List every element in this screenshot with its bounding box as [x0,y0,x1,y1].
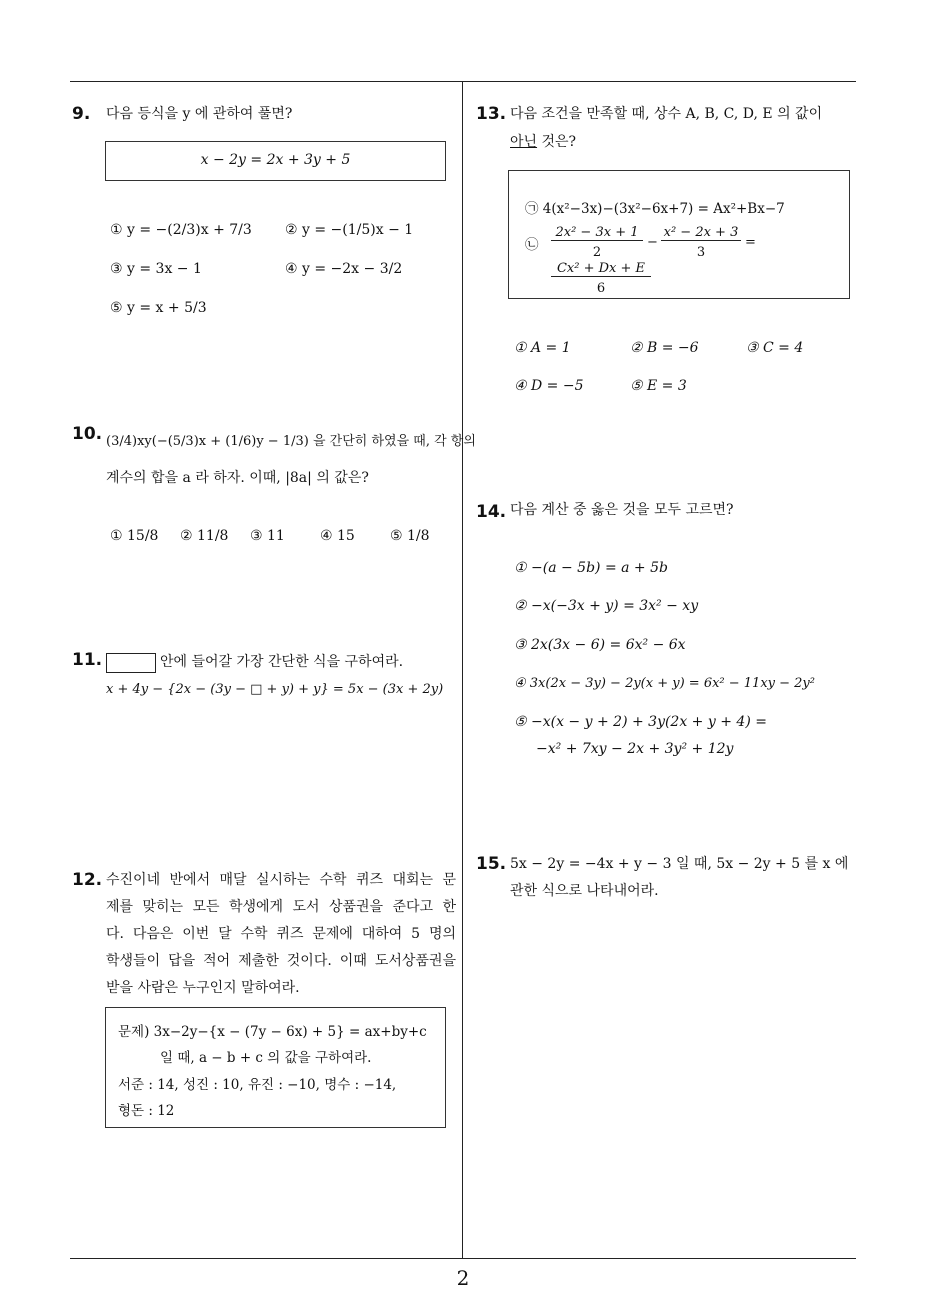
bottom-rule [70,1258,856,1259]
q12-line-1: 수진이네 반에서 매달 실시하는 수학 퀴즈 대회는 문 [106,872,456,888]
column-divider [462,82,463,1258]
q10-choice-4[interactable]: ④ 15 [320,528,355,544]
q12-number: 12. [72,870,103,890]
q13-frac3-num: Cx² + Dx + E [551,261,651,277]
q13-conditions-box [508,170,850,299]
q13-frac1-num: 2x² − 3x + 1 [551,225,643,241]
q9-choice-5[interactable]: ⑤ y = x + 5/3 [110,300,207,316]
q13-frac3-den: 6 [596,281,606,296]
q15-number: 15. [476,854,507,874]
q11-line2: x + 4y − {2x − (3y − □ + y) + y} = 5x − (3x + 2y) [106,682,444,697]
q9-number: 9. [72,104,91,124]
q9-text: 다음 등식을 y 에 관하여 풀면? [106,106,293,122]
q11-line1: 안에 들어갈 가장 간단한 식을 구하여라. [160,654,404,670]
q10-choice-3[interactable]: ③ 11 [250,528,285,544]
q12-line-4: 학생들이 답을 적어 제출한 것이다. 이때 도서상품권을 [106,953,456,969]
q12-box-line-1: 문제) 3x−2y−{x − (7y − 6x) + 5} = ax+by+c [118,1024,427,1040]
q12-box-line-3: 서준 : 14, 성진 : 10, 유진 : −10, 명수 : −14, [118,1077,397,1093]
q13-equals-sign: = [745,235,756,250]
q9-equation: x − 2y = 2x + 3y + 5 [200,152,351,168]
q13-number: 13. [476,104,507,124]
q14-number: 14. [476,502,507,522]
q13-frac2-num: x² − 2x + 3 [661,225,741,241]
q9-choice-2[interactable]: ② y = −(1/5)x − 1 [285,222,414,238]
q13-choice-5[interactable]: ⑤ E = 3 [630,378,687,394]
q14-choice-1[interactable]: ① −(a − 5b) = a + 5b [514,560,668,576]
q12-box-line-4: 형돈 : 12 [118,1103,175,1119]
q14-choice-5-continued: −x² + 7xy − 2x + 3y² + 12y [536,741,734,757]
q12-line-2: 제를 맞히는 모든 학생에게 도서 상품권을 준다고 한 [106,899,456,915]
q13-choice-3[interactable]: ③ C = 4 [746,340,804,356]
q13-line2 [510,128,576,156]
q13-underlined-word: 아닌 [510,134,538,150]
q12-line-3: 다. 다음은 이번 달 수학 퀴즈 문제에 대하여 5 명의 [106,926,456,942]
q11-answer-blank[interactable] [106,653,156,673]
q10-choice-1[interactable]: ① 15/8 [110,528,159,544]
q10-choice-2[interactable]: ② 11/8 [180,528,229,544]
q13-line2-rest: 것은? [537,134,577,150]
q10-line2: 계수의 합을 a 라 하자. 이때, |8a| 의 값은? [106,470,369,486]
q11-number: 11. [72,650,103,670]
q10-line1: (3/4)xy(−(5/3)x + (1/6)y − 1/3) 을 간단히 하였을 때, 각 항의 [106,434,476,449]
q12-problem-box [105,1007,446,1128]
q14-choice-4[interactable]: ④ 3x(2x − 3y) − 2y(x + y) = 6x² − 11xy − 2y² [514,676,815,691]
q14-text: 다음 계산 중 옳은 것을 모두 고르면? [510,502,734,518]
q13-minus-sign: − [647,235,658,250]
q15-line1: 5x − 2y = −4x + y − 3 일 때, 5x − 2y + 5 를 x 에 [510,856,849,872]
q9-choice-3[interactable]: ③ y = 3x − 1 [110,261,202,277]
q14-choice-2[interactable]: ② −x(−3x + y) = 3x² − xy [514,598,699,614]
q14-choice-3[interactable]: ③ 2x(3x − 6) = 6x² − 6x [514,637,686,653]
q13-condition-2-label: ㉡ [525,237,539,253]
q12-line-5: 받을 사람은 누구인지 말하여라. [106,980,300,996]
q13-choice-1[interactable]: ① A = 1 [514,340,571,356]
q14-choice-5[interactable]: ⑤ −x(x − y + 2) + 3y(2x + y + 4) = [514,714,767,730]
top-rule [70,81,856,82]
q12-box-line-2: 일 때, a − b + c 의 값을 구하여라. [160,1050,372,1066]
page-number: 2 [456,1266,470,1290]
q13-choice-2[interactable]: ② B = −6 [630,340,699,356]
q10-choice-5[interactable]: ⑤ 1/8 [390,528,430,544]
q15-line2: 관한 식으로 나타내어라. [510,883,659,899]
q9-equation-box [105,141,446,181]
q13-line1: 다음 조건을 만족할 때, 상수 A, B, C, D, E 의 값이 [510,106,823,122]
q10-number: 10. [72,424,103,444]
q13-frac1-den: 2 [592,245,602,260]
q9-choice-4[interactable]: ④ y = −2x − 3/2 [285,261,403,277]
q9-choice-1[interactable]: ① y = −(2/3)x + 7/3 [110,222,252,238]
q13-choice-4[interactable]: ④ D = −5 [514,378,584,394]
q13-frac2-den: 3 [696,245,706,260]
q13-condition-1: ㉠ 4(x²−3x)−(3x²−6x+7) = Ax²+Bx−7 [525,201,785,217]
